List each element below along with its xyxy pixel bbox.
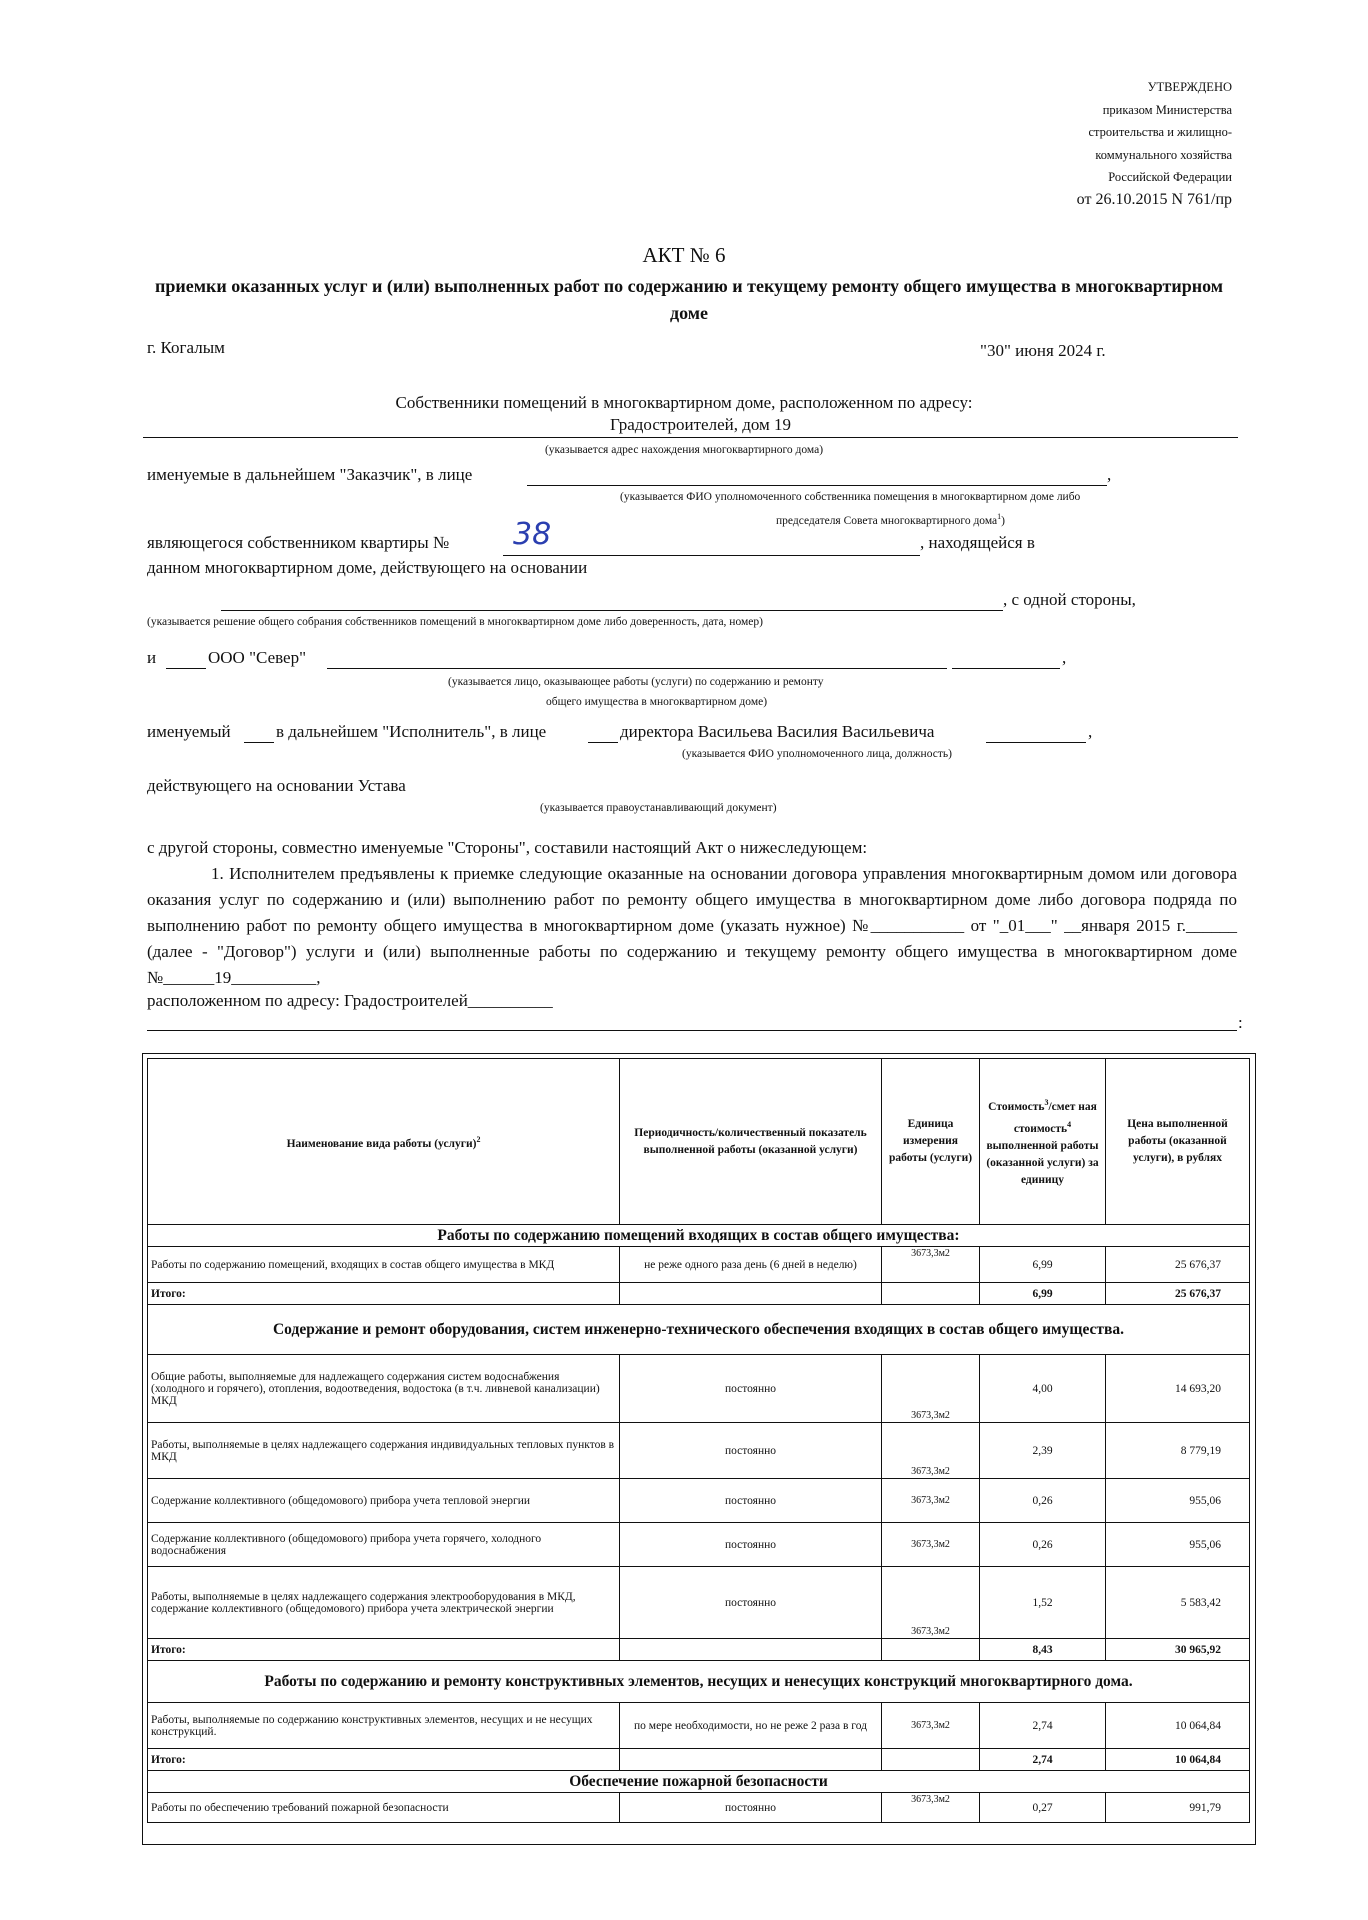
apartment-number-handwritten: 38 xyxy=(513,517,552,552)
address-field xyxy=(143,415,1238,438)
cell-name: Работы по содержанию помещений, входящих в состав общего имущества в МКД xyxy=(148,1247,620,1283)
works-table xyxy=(147,1058,1250,1823)
cell-name: Работы, выполняемые в целях надлежащего содержания электрооборудования в МКД, содержание коллективного (общедомового) прибора учета электрической энергии xyxy=(148,1567,620,1639)
approval-line: приказом Министерства xyxy=(1102,102,1232,117)
basis-text: данном многоквартирном доме, действующего на основании xyxy=(147,558,588,577)
header-unit: Единица измерения работы (услуги) xyxy=(882,1059,980,1225)
cell-name: Содержание коллективного (общедомового) прибора учета тепловой энергии xyxy=(148,1479,620,1523)
cell-unit: 3673,3м2 xyxy=(882,1247,980,1283)
cell-unit: 3673,3м2 xyxy=(882,1567,980,1639)
paragraph-1-address: расположенном по адресу: Градостроителей__________ xyxy=(147,991,553,1010)
cell-cost: 2,39 xyxy=(980,1423,1106,1479)
table-row xyxy=(148,1523,1250,1567)
executor-hint: (указывается ФИО уполномоченного лица, должность) xyxy=(682,748,952,760)
cell-name: Содержание коллективного (общедомового) прибора учета горячего, холодного водоснабжения xyxy=(148,1523,620,1567)
approval-line: Российской Федерации xyxy=(1108,170,1232,184)
cell-cost: 0,26 xyxy=(980,1523,1106,1567)
total-label: Итого: xyxy=(148,1283,620,1305)
cell-price: 955,06 xyxy=(1106,1523,1250,1567)
total-row xyxy=(148,1749,1250,1771)
and-word: и xyxy=(147,648,157,667)
acting-text: действующего на основании Устава xyxy=(147,776,406,795)
approval-line: строительства и жилищно- xyxy=(1088,125,1232,139)
cell-cost: 0,27 xyxy=(980,1793,1106,1823)
cell-price: 8 779,19 xyxy=(1106,1423,1250,1479)
cell-name: Работы по обеспечению требований пожарной безопасности xyxy=(148,1793,620,1823)
cell-period: постоянно xyxy=(620,1567,882,1639)
cell-unit: 3673,3м2 xyxy=(882,1703,980,1749)
cell-name: Работы, выполняемые в целях надлежащего содержания индивидуальных тепловых пунктов в МКД xyxy=(148,1423,620,1479)
cell-period: постоянно xyxy=(620,1423,882,1479)
apartment-field[interactable] xyxy=(503,533,920,556)
contractor-hint-2: общего имущества в многоквартирном доме) xyxy=(546,696,768,708)
total-label: Итого: xyxy=(148,1639,620,1661)
table-row xyxy=(148,1567,1250,1639)
total-price: 10 064,84 xyxy=(1106,1749,1250,1771)
executor-prefix: именуемый xyxy=(147,722,231,741)
act-subtitle: приемки оказанных услуг и (или) выполненных работ по содержанию и текущему ремонту общего имущества в многоквартирном доме xyxy=(154,276,1224,323)
table-row xyxy=(148,1703,1250,1749)
act-title: АКТ № 6 xyxy=(642,243,726,267)
cell-unit: 3673,3м2 xyxy=(882,1793,980,1823)
section-title: Обеспечение пожарной безопасности xyxy=(148,1771,1250,1793)
total-cost: 8,43 xyxy=(980,1639,1106,1661)
act-city: г. Когалым xyxy=(147,338,225,357)
cell-price: 955,06 xyxy=(1106,1479,1250,1523)
cell-unit: 3673,3м2 xyxy=(882,1523,980,1567)
total-price: 25 676,37 xyxy=(1106,1283,1250,1305)
approval-line: УТВЕРЖДЕНО xyxy=(1147,80,1232,94)
colon: : xyxy=(1238,1013,1243,1032)
total-row xyxy=(148,1283,1250,1305)
customer-name-field[interactable] xyxy=(527,465,1107,486)
act-date: "30" июня 2024 г. xyxy=(980,341,1106,360)
owner-text: являющегося собственником квартиры № xyxy=(147,533,450,552)
total-label: Итого: xyxy=(148,1749,620,1771)
executor-person: директора Васильева Василия Васильевича xyxy=(620,722,935,741)
executor-mid: в дальнейшем "Исполнитель", в лице xyxy=(276,722,547,741)
address-line xyxy=(147,1020,1237,1031)
cell-price: 991,79 xyxy=(1106,1793,1250,1823)
contractor-name: ООО "Север" xyxy=(208,648,307,667)
customer-hint: (указывается ФИО уполномоченного собственника помещения в многоквартирном доме либо xyxy=(620,491,1081,503)
cell-period: постоянно xyxy=(620,1793,882,1823)
cell-price: 14 693,20 xyxy=(1106,1355,1250,1423)
contractor-field[interactable] xyxy=(327,648,947,669)
cell-cost: 1,52 xyxy=(980,1567,1106,1639)
cell-cost: 0,26 xyxy=(980,1479,1106,1523)
cell-price: 5 583,42 xyxy=(1106,1567,1250,1639)
total-cost: 2,74 xyxy=(980,1749,1106,1771)
cell-price: 10 064,84 xyxy=(1106,1703,1250,1749)
customer-text: именуемые в дальнейшем "Заказчик", в лице xyxy=(147,465,473,484)
acting-hint: (указывается правоустанавливающий документ) xyxy=(540,802,777,814)
one-side-text: , с одной стороны, xyxy=(1003,590,1136,609)
total-price: 30 965,92 xyxy=(1106,1639,1250,1661)
other-side-text: с другой стороны, совместно именуемые "Стороны", составили настоящий Акт о нижеследующем: xyxy=(147,838,868,857)
customer-hint-2: председателя Совета многоквартирного дома$^1$) xyxy=(776,512,1005,527)
cell-cost: 6,99 xyxy=(980,1247,1106,1283)
address-hint: (указывается адрес нахождения многоквартирного дома) xyxy=(544,444,824,456)
paragraph-1: 1. Исполнителем предъявлены к приемке следующие оказанные на основании договора управления многоквартирным домом или договора оказания услуг по содержанию и (или) выполнению работ по ремонту общего имущества в многоквартирном доме либо договора подряда по выполнению работ по ремонту общего имущества в многоквартирном доме (указать нужное) №___________ от "_01___" __января 2015 г.______ (далее - "Договор") услуги и (или) выполненные работы по содержанию и текущему ремонту общего имущества в многоквартирном доме №______19__________, xyxy=(147,864,1237,987)
cell-period: по мере необходимости, но не реже 2 раза в год xyxy=(620,1703,882,1749)
approval-line: коммунального хозяйства xyxy=(1095,147,1232,162)
table-row xyxy=(148,1423,1250,1479)
table-row xyxy=(148,1247,1250,1283)
table-row xyxy=(148,1479,1250,1523)
basis-hint: (указывается решение общего собрания собственников помещений в многоквартирном доме либо доверенность, дата, номер) xyxy=(147,616,763,628)
header-period: Периодичность/количественный показатель выполненной работы (оказанной услуги) xyxy=(620,1059,882,1225)
approval-order: от 26.10.2015 N 761/пр xyxy=(1076,190,1232,208)
owner-text-end: , находящейся в xyxy=(920,533,1035,552)
header-name: Наименование вида работы (услуги)$^2$ xyxy=(148,1059,620,1225)
cell-unit: 3673,3м2 xyxy=(882,1479,980,1523)
section-title: Работы по содержанию и ремонту конструктивных элементов, несущих и ненесущих конструкций многоквартирного дома. xyxy=(148,1661,1250,1703)
address-value: Градостроителей, дом 19 xyxy=(609,415,792,434)
approval-block xyxy=(912,76,1232,211)
cell-cost: 2,74 xyxy=(980,1703,1106,1749)
cell-name: Общие работы, выполняемые для надлежащего содержания систем водоснабжения (холодного и горячего), отопления, водоотведения, водостока (в т.ч. ливневой канализации) МКД xyxy=(148,1355,620,1423)
cell-name: Работы, выполняемые по содержанию конструктивных элементов, несущих и не несущих конструкций. xyxy=(148,1703,620,1749)
owners-line: Собственники помещений в многоквартирном доме, расположенном по адресу: xyxy=(395,393,973,412)
basis-field[interactable] xyxy=(221,592,1003,611)
cell-period: постоянно xyxy=(620,1479,882,1523)
total-row xyxy=(148,1639,1250,1661)
header-cost: Стоимость$^3$/смет ная стоимость$^4$ выполненной работы (оказанной услуги) за единицу xyxy=(980,1059,1106,1225)
cell-period: постоянно xyxy=(620,1523,882,1567)
table-row xyxy=(148,1355,1250,1423)
section-title: Содержание и ремонт оборудования, систем инженерно-технического обеспечения входящих в состав общего имущества. xyxy=(148,1305,1250,1355)
section-title: Работы по содержанию помещений входящих в состав общего имущества: xyxy=(148,1225,1250,1247)
cell-period: не реже одного раза день (6 дней в неделю) xyxy=(620,1247,882,1283)
header-price: Цена выполненной работы (оказанной услуги), в рублях xyxy=(1106,1059,1250,1225)
cell-unit: 3673,3м2 xyxy=(882,1355,980,1423)
cell-period: постоянно xyxy=(620,1355,882,1423)
cell-unit: 3673,3м2 xyxy=(882,1423,980,1479)
total-cost: 6,99 xyxy=(980,1283,1106,1305)
cell-price: 25 676,37 xyxy=(1106,1247,1250,1283)
table-row xyxy=(148,1793,1250,1823)
contractor-hint: (указывается лицо, оказывающее работы (услуги) по содержанию и ремонту xyxy=(448,676,824,688)
cell-cost: 4,00 xyxy=(980,1355,1106,1423)
